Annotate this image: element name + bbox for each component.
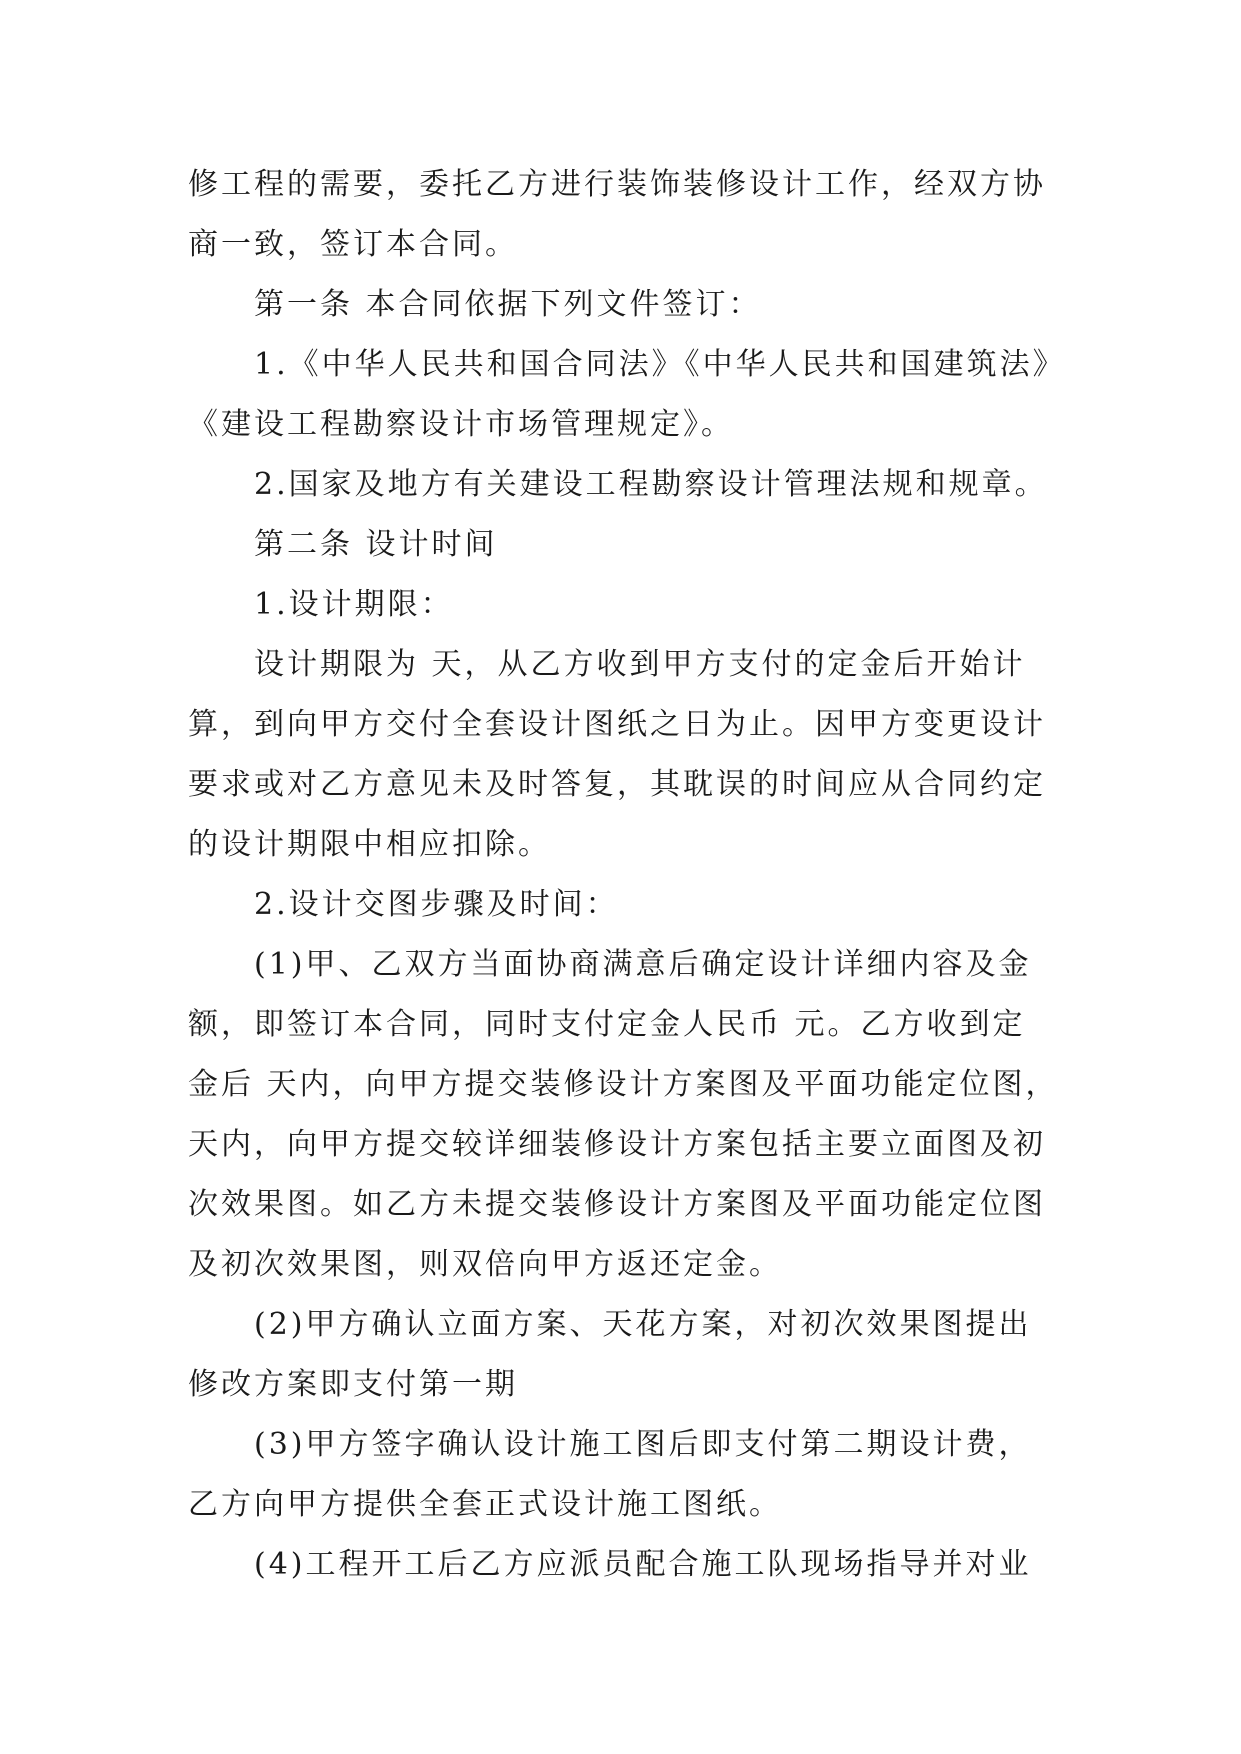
text-line: 1.设计期限： xyxy=(254,587,454,622)
text-line: 算，到向甲方交付全套设计图纸之日为止。因甲方变更设计 xyxy=(188,707,1046,742)
text-line: 金后 天内，向甲方提交装修设计方案图及平面功能定位图， xyxy=(188,1067,1059,1102)
article-heading: 第二条 设计时间 xyxy=(254,527,498,562)
text-line: 商一致，签订本合同。 xyxy=(188,227,518,262)
text-line: 及初次效果图，则双倍向甲方返还定金。 xyxy=(188,1247,782,1282)
text-line: 次效果图。如乙方未提交装修设计方案图及平面功能定位图 xyxy=(188,1187,1046,1222)
text-line: (2)甲方确认立面方案、天花方案，对初次效果图提出 xyxy=(254,1307,1032,1342)
text-line: 《建设工程勘察设计市场管理规定》。 xyxy=(188,407,734,442)
text-line: (1)甲、乙双方当面协商满意后确定设计详细内容及金 xyxy=(254,947,1032,982)
text-line: (4)工程开工后乙方应派员配合施工队现场指导并对业 xyxy=(254,1547,1032,1582)
text-line: 乙方向甲方提供全套正式设计施工图纸。 xyxy=(188,1487,782,1522)
text-line: 要求或对乙方意见未及时答复，其耽误的时间应从合同约定 xyxy=(188,767,1046,802)
text-line: 2.国家及地方有关建设工程勘察设计管理法规和规章。 xyxy=(254,467,1048,502)
text-line: 天内，向甲方提交较详细装修设计方案包括主要立面图及初 xyxy=(188,1127,1046,1162)
article-heading: 第一条 本合同依据下列文件签订： xyxy=(254,287,762,322)
text-line: 2.设计交图步骤及时间： xyxy=(254,887,619,922)
text-line: (3)甲方签字确认设计施工图后即支付第二期设计费， xyxy=(254,1427,1032,1462)
text-line: 额，即签订本合同，同时支付定金人民币 元。乙方收到定 xyxy=(188,1007,1026,1042)
text-line: 的设计期限中相应扣除。 xyxy=(188,827,551,862)
text-line: 1.《中华人民共和国合同法》《中华人民共和国建筑法》 xyxy=(254,347,1066,382)
text-line: 设计期限为 天，从乙方收到甲方支付的定金后开始计 xyxy=(254,647,1026,682)
text-line: 修改方案即支付第一期 xyxy=(188,1367,518,1402)
text-line: 修工程的需要，委托乙方进行装饰装修设计工作，经双方协 xyxy=(188,167,1046,202)
